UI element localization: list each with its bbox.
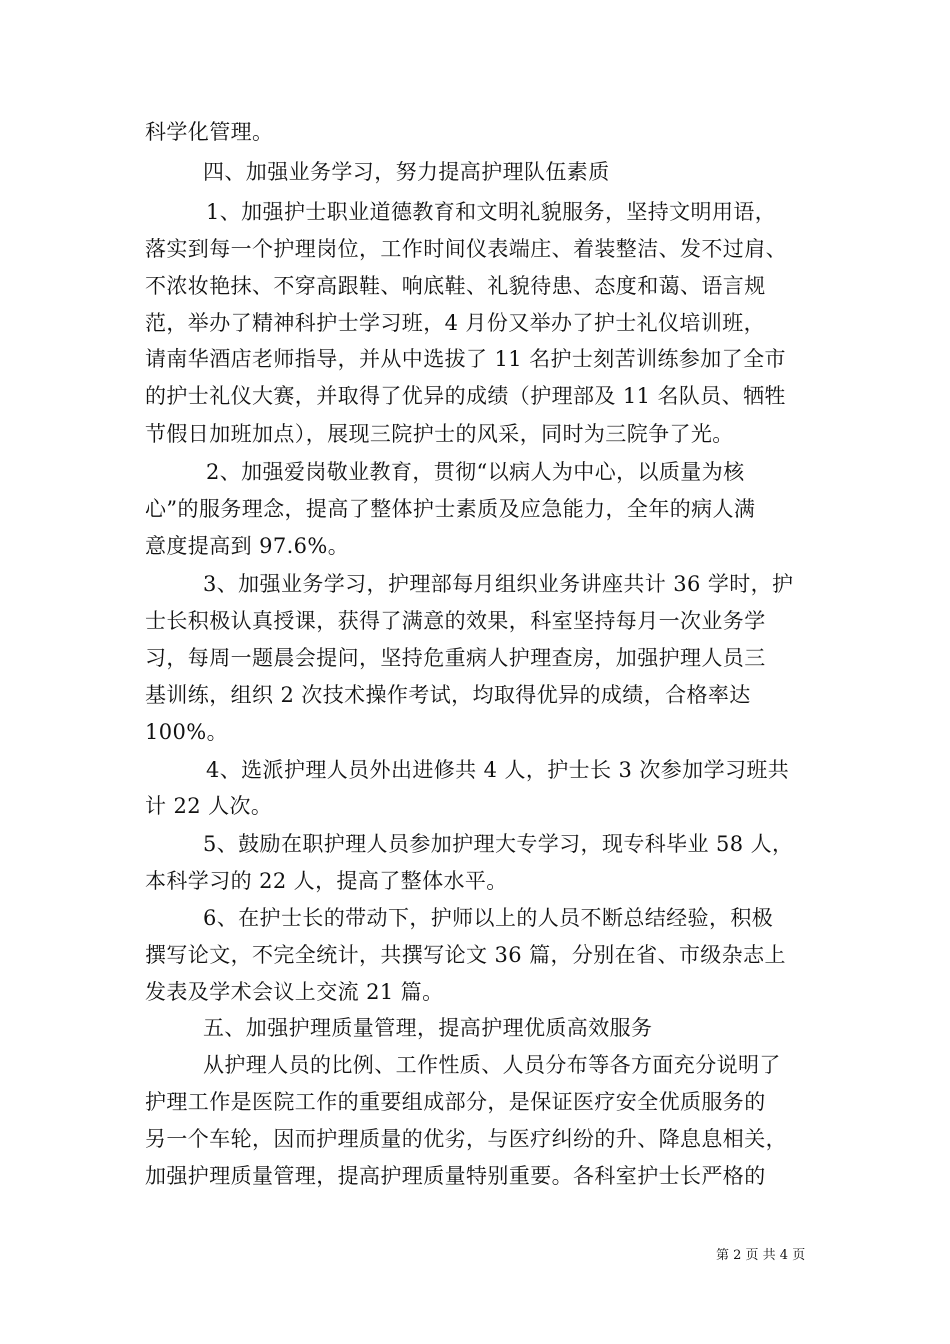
text-line: 撰写论文，不完全统计，共撰写论文 36 篇，分别在省、市级杂志上 (145, 943, 786, 967)
text-line: 护理工作是医院工作的重要组成部分，是保证医疗安全优质服务的 (145, 1090, 766, 1114)
text-line: 士长积极认真授课，获得了满意的效果，科室坚持每月一次业务学 (145, 609, 766, 633)
text-line: 1、加强护士职业道德教育和文明礼貌服务，坚持文明用语， (206, 200, 777, 224)
text-line: 习，每周一题晨会提问，坚持危重病人护理查房，加强护理人员三 (145, 646, 766, 670)
text-line: 心”的服务理念，提高了整体护士素质及应急能力，全年的病人满 (145, 497, 756, 521)
text-line: 本科学习的 22 人，提高了整体水平。 (145, 869, 508, 893)
text-line: 不浓妆艳抹、不穿高跟鞋、响底鞋、礼貌待患、态度和蔼、语言规 (145, 274, 766, 298)
text-line: 请南华酒店老师指导，并从中选拔了 11 名护士刻苦训练参加了全市 (145, 347, 786, 371)
text-line: 计 22 人次。 (145, 794, 273, 818)
text-line: 落实到每一个护理岗位，工作时间仪表端庄、着装整洁、发不过肩、 (145, 237, 787, 261)
text-line: 2、加强爱岗敬业教育，贯彻“以病人为中心，以质量为核 (206, 460, 745, 484)
text-line: 加强护理质量管理，提高护理质量特别重要。各科室护士长严格的 (145, 1164, 766, 1188)
text-line: 4、选派护理人员外出进修共 4 人，护士长 3 次参加学习班共 (206, 758, 790, 782)
text-line: 另一个车轮，因而护理质量的优劣，与医疗纠纷的升、降息息相关， (145, 1127, 787, 1151)
text-line: 意度提高到 97.6%。 (145, 534, 350, 558)
text-line: 5、鼓励在职护理人员参加护理大专学习，现专科毕业 58 人， (203, 832, 794, 856)
text-line: 6、在护士长的带动下，护师以上的人员不断总结经验，积极 (203, 906, 774, 930)
text-line: 的护士礼仪大赛，并取得了优异的成绩（护理部及 11 名队员、牺牲 (145, 384, 786, 408)
section-heading: 四、加强业务学习，努力提高护理队伍素质 (203, 160, 610, 184)
text-line: 100%。 (145, 720, 229, 744)
text-line: 基训练，组织 2 次技术操作考试，均取得优异的成绩，合格率达 (145, 683, 751, 707)
text-line: 从护理人员的比例、工作性质、人员分布等各方面充分说明了 (203, 1053, 781, 1077)
text-line: 范，举办了精神科护士学习班，4 月份又举办了护士礼仪培训班， (145, 311, 766, 335)
text-line: 发表及学术会议上交流 21 篇。 (145, 980, 444, 1004)
text-line: 节假日加班加点），展现三院护士的风采，同时为三院争了光。 (145, 422, 734, 446)
text-line: 3、加强业务学习，护理部每月组织业务讲座共计 36 学时，护 (203, 572, 794, 596)
text-line: 科学化管理。 (145, 120, 274, 144)
page-number: 第 2 页 共 4 页 (716, 1248, 806, 1263)
section-heading: 五、加强护理质量管理，提高护理优质高效服务 (203, 1016, 653, 1040)
